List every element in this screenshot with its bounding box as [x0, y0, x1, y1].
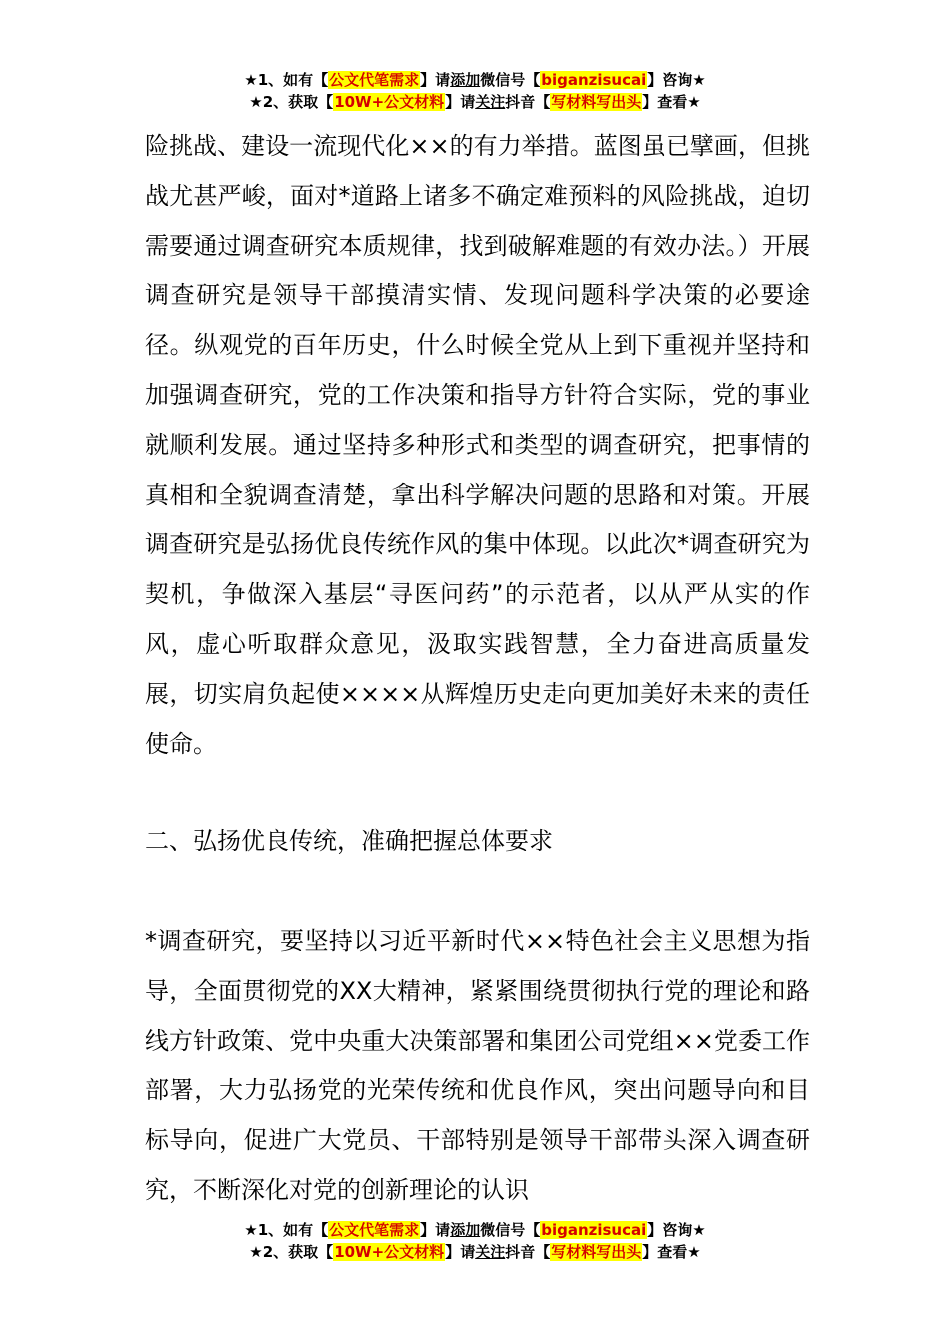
banner-text: ★2、获取【 [249, 1243, 334, 1261]
banner-underlined-text: 添加 [450, 71, 481, 89]
banner-underlined-text: 添加 [450, 1221, 481, 1239]
banner-highlight: 10W+公文材料 [334, 1243, 445, 1261]
paragraph-text: *调查研究，要坚持以习近平新时代××特色社会主义思想为指导，全面贯彻党的XX大精神，紧紧围绕贯彻执行党的理论和路线方针政策、党中央重大决策部署和集团公司党组××党委工作部署，大力弘扬党的光荣传统和优良作风，突出问题导向和目标导向，促进广大党员、干部特别是领导干部带头深入调查研究，不断深化对党的创新理论的认识 [145, 927, 810, 1204]
banner-underlined-text: 关注 [475, 1243, 506, 1261]
banner-highlight: 写材料写出头 [551, 93, 642, 111]
banner-text: 】请 [420, 1221, 451, 1239]
banner-text: 】请 [420, 71, 451, 89]
banner-underlined-text: 关注 [475, 93, 506, 111]
banner-line-1 [0, 69, 950, 91]
banner-line-2 [0, 1241, 950, 1263]
banner-highlight: 写材料写出头 [551, 1243, 642, 1261]
banner-text: ★2、获取【 [249, 93, 334, 111]
banner-highlight: 公文代笔需求 [329, 1221, 420, 1239]
banner-highlight: 10W+公文材料 [334, 93, 445, 111]
banner-text: 】请 [445, 1243, 476, 1261]
heading-text: 二、弘扬优良传统，准确把握总体要求 [145, 827, 553, 855]
top-banner [0, 69, 950, 113]
banner-text: ★1、如有【 [244, 71, 329, 89]
banner-highlight: 公文代笔需求 [329, 71, 420, 89]
banner-text: 抖音【 [505, 93, 551, 111]
banner-line-2 [0, 91, 950, 113]
bottom-banner [0, 1219, 950, 1263]
banner-text: 微信号【 [480, 71, 541, 89]
banner-text: 】咨询★ [647, 71, 706, 89]
banner-highlight: biganzisucai [541, 71, 647, 89]
section-heading-2 [145, 817, 810, 867]
body-paragraph-2 [145, 917, 810, 1216]
banner-text: 】查看★ [642, 93, 701, 111]
paragraph-text: 险挑战、建设一流现代化××的有力举措。蓝图虽已擘画，但挑战尤甚严峻，面对*道路上诸多不确定难预料的风险挑战，迫切需要通过调查研究本质规律，找到破解难题的有效办法。）开展调查研究是领导干部摸清实情、发现问题科学决策的必要途径。纵观党的百年历史，什么时候全党从上到下重视并坚持和加强调查研究，党的工作决策和指导方针符合实际，党的事业就顺利发展。通过坚持多种形式和类型的调查研究，把事情的真相和全貌调查清楚，拿出科学解决问题的思路和对策。开展调查研究是弘扬优良传统作风的集中体现。以此次*调查研究为契机，争做深入基层“寻医问药”的示范者，以从严从实的作风，虚心听取群众意见，汲取实践智慧，全力奋进高质量发展，切实肩负起使××××从辉煌历史走向更加美好未来的责任使命。 [145, 132, 810, 758]
banner-text: ★1、如有【 [244, 1221, 329, 1239]
body-paragraph-1 [145, 122, 810, 769]
banner-text: 】咨询★ [647, 1221, 706, 1239]
banner-text: 微信号【 [480, 1221, 541, 1239]
banner-text: 抖音【 [505, 1243, 551, 1261]
banner-highlight: biganzisucai [541, 1221, 647, 1239]
banner-line-1 [0, 1219, 950, 1241]
banner-text: 】查看★ [642, 1243, 701, 1261]
banner-text: 】请 [445, 93, 476, 111]
